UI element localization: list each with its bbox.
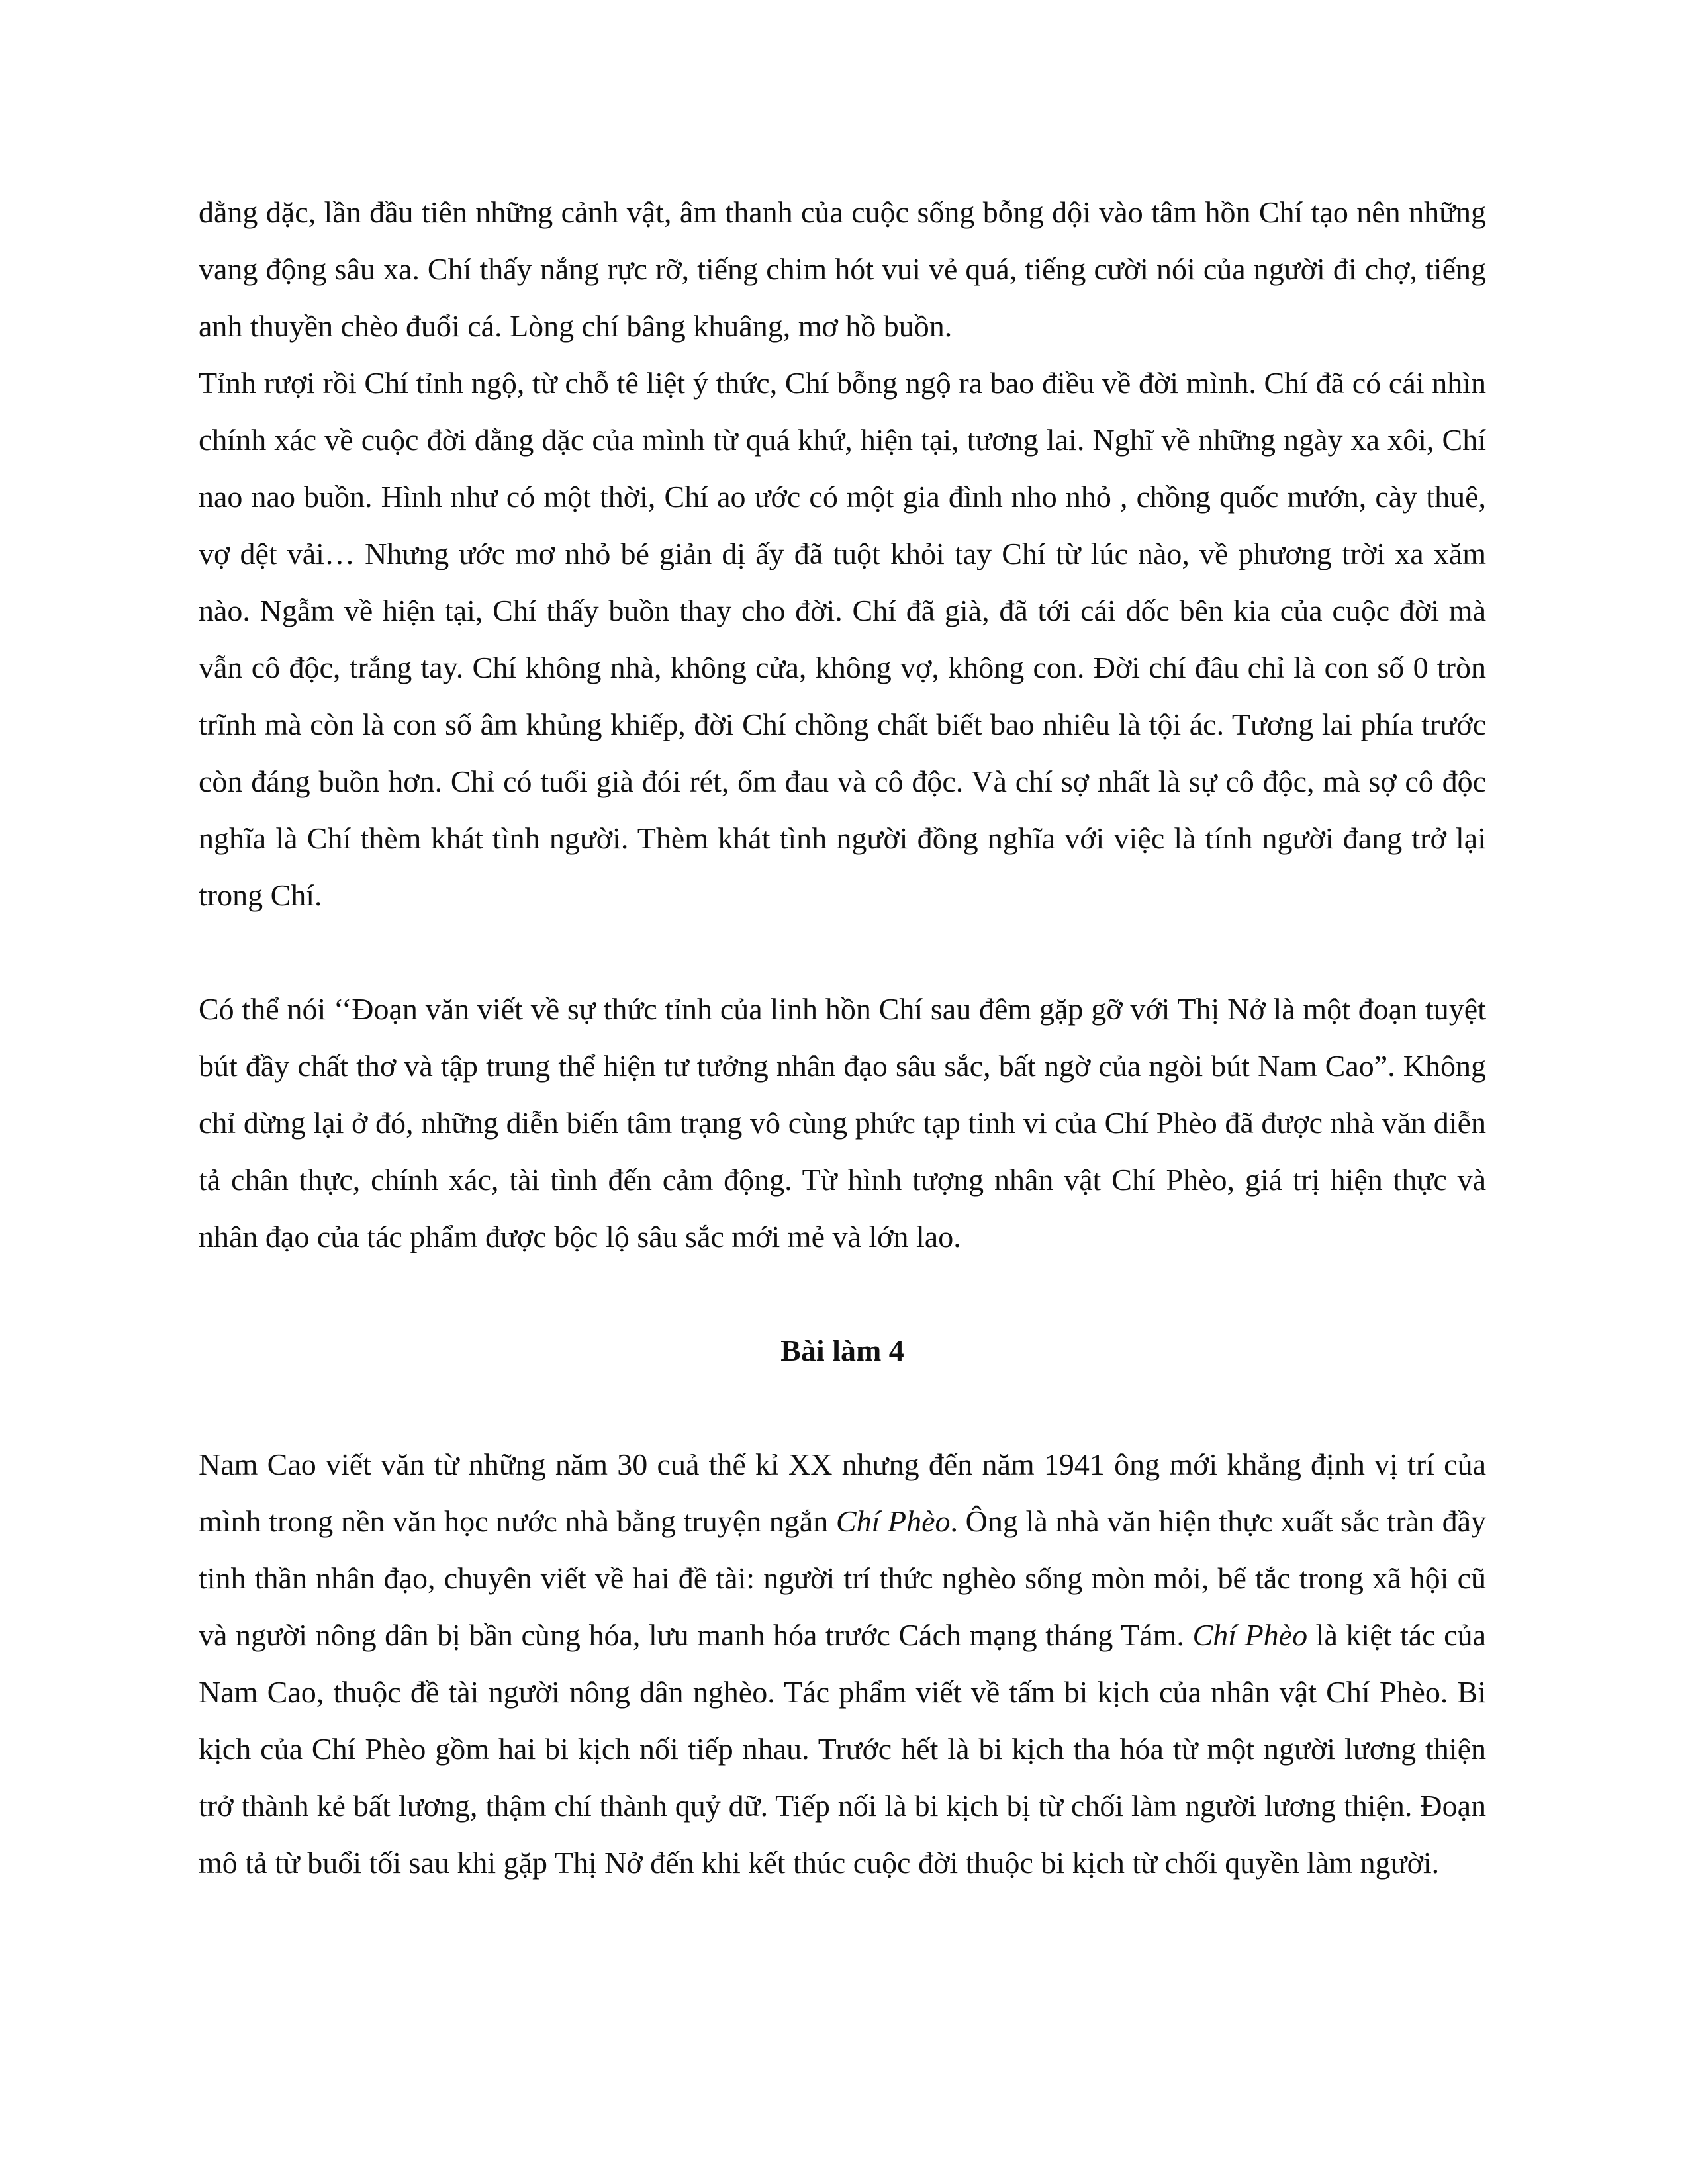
paragraph-3: Có thể nói ‘‘Đoạn văn viết về sự thức tỉnh của linh hồn Chí sau đêm gặp gỡ với Thị Nở là một đoạn tuyệt bút đầy chất thơ và tập trung thể hiện tư tưởng nhân đạo sâu sắc, bất ngờ của ngòi bút Nam Cao”. Không chỉ dừng lại ở đó, những diễn biến tâm trạng vô cùng phức tạp tinh vi của Chí Phèo đã được nhà văn diễn tả chân thực, chính xác, tài tình đến cảm động. Từ hình tượng nhân vật Chí Phèo, giá trị hiện thực và nhân đạo của tác phẩm được bộc lộ sâu sắc mới mẻ và lớn lao. bbox=[199, 992, 1486, 1253]
paragraph-4-text-1: Nam Cao viết văn từ những năm 30 cuả thế kỉ XX nhưng đến năm 1941 ông mới khẳng định vị trí của mình trong nền văn học nước nhà bằng truyện ngắn bbox=[199, 1447, 1486, 1538]
paragraph-2: Tỉnh rượi rồi Chí tỉnh ngộ, từ chỗ tê liệt ý thức, Chí bỗng ngộ ra bao điều về đời mình. Chí đã có cái nhìn chính xác về cuộc đời dằng dặc của mình từ quá khứ, hiện tại, tương lai. Nghĩ về những ngày xa xôi, Chí nao nao buồn. Hình như có một thời, Chí ao ước có một gia đình nho nhỏ , chồng quốc mướn, cày thuê, vợ dệt vải… Nhưng ước mơ nhỏ bé giản dị ấy đã tuột khỏi tay Chí từ lúc nào, về phương trời xa xăm nào. Ngẫm về hiện tại, Chí thấy buồn thay cho đời. Chí đã già, đã tới cái dốc bên kia của cuộc đời mà vẫn cô độc, trắng tay. Chí không nhà, không cửa, không vợ, không con. Đời chí đâu chỉ là con số 0 tròn trĩnh mà còn là con số âm khủng khiếp, đời Chí chồng chất biết bao nhiêu là tội ác. Tương lai phía trước còn đáng buồn hơn. Chỉ có tuổi già đói rét, ốm đau và cô độc. Và chí sợ nhất là sự cô độc, mà sợ cô độc nghĩa là Chí thèm khát tình người. Thèm khát tình người đồng nghĩa với việc là tính người đang trở lại trong Chí. bbox=[199, 366, 1486, 912]
document-page bbox=[199, 184, 1486, 1891]
paragraph-1: dằng dặc, lần đầu tiên những cảnh vật, âm thanh của cuộc sống bỗng dội vào tâm hồn Chí tạo nên những vang động sâu xa. Chí thấy nắng rực rỡ, tiếng chim hót vui vẻ quá, tiếng cười nói của người đi chợ, tiếng anh thuyền chèo đuổi cá. Lòng chí bâng khuâng, mơ hồ buồn. bbox=[199, 195, 1486, 343]
paragraph-4-italic-title-1: Chí Phèo bbox=[835, 1504, 951, 1538]
section-heading: Bài làm 4 bbox=[780, 1334, 904, 1367]
paragraph-4-text-2: . Ông là nhà văn hiện thực xuất sắc tràn đầy tinh thần nhân đạo, chuyên viết về hai đề tài: người trí thức nghèo sống mòn mỏi, bế tắc trong xã hội cũ và người nông dân bị bần cùng hóa, lưu manh hóa trước Cách mạng tháng Tám. bbox=[199, 1504, 1486, 1652]
paragraph-4-text-3: là kiệt tác của Nam Cao, thuộc đề tài người nông dân nghèo. Tác phẩm viết về tấm bi kịch của nhân vật Chí Phèo. Bi kịch của Chí Phèo gồm hai bi kịch nối tiếp nhau. Trước hết là bi kịch tha hóa từ một người lương thiện trở thành kẻ bất lương, thậm chí thành quỷ dữ. Tiếp nối là bi kịch bị từ chối làm người lương thiện. Đoạn mô tả từ buổi tối sau khi gặp Thị Nở đến khi kết thúc cuộc đời thuộc bi kịch từ chối quyền làm người. bbox=[199, 1618, 1487, 1880]
paragraph-4-italic-title-2: Chí Phèo bbox=[1192, 1618, 1308, 1652]
paragraph-4 bbox=[199, 1436, 1486, 1891]
